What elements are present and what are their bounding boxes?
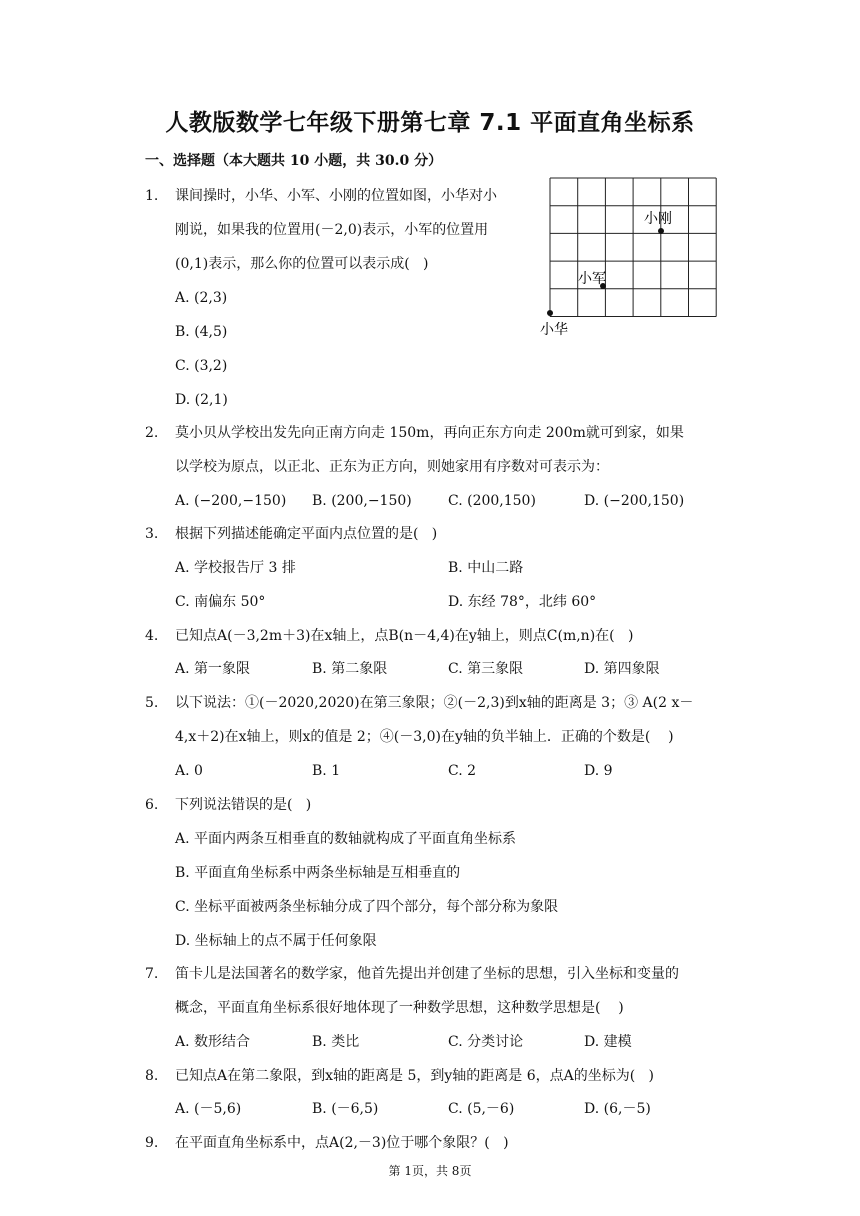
question-number: 4. [145, 628, 159, 644]
option-d: D. (2,1) [175, 392, 228, 408]
question-text: 莫小贝从学校出发先向正南方向走 150m，再向正东方向走 200m就可到家，如果 [175, 425, 684, 441]
option-d: D. (−200,150) [584, 493, 685, 509]
question-text: 以学校为原点，以正北、正东为正方向，则她家用有序数对可表示为： [175, 459, 609, 475]
document-title: 人教版数学七年级下册第七章 7.1 平面直角坐标系 [165, 110, 695, 136]
question-number: 9. [145, 1135, 159, 1151]
question-number: 2. [145, 425, 159, 441]
question-number: 1. [145, 188, 159, 204]
option-b: B. (4,5) [175, 324, 228, 340]
question-number: 3. [145, 526, 159, 542]
option-c: C. 第三象限 [448, 661, 524, 677]
question-text: 刚说，如果我的位置用(－2,0)表示，小军的位置用 [175, 222, 489, 238]
option-b: B. 平面直角坐标系中两条坐标轴是互相垂直的 [175, 865, 461, 881]
option-c: C. 2 [448, 763, 477, 779]
option-a: A. (2,3) [175, 290, 228, 306]
question-number: 7. [145, 966, 159, 982]
question-text: 4,x＋2)在x轴上，则x的值是 2；④(－3,0)在y轴的负半轴上．正确的个数是( ) [175, 729, 674, 745]
question-text: 已知点A在第二象限，到x轴的距离是 5，到y轴的距离是 6，点A的坐标为( ) [175, 1068, 655, 1084]
label-xiaojun: 小军 [578, 271, 606, 287]
option-c: C. 坐标平面被两条坐标轴分成了四个部分，每个部分称为象限 [175, 899, 559, 915]
point-xiaohua [547, 310, 553, 316]
section-heading: 一、选择题（本大题共 10 小题，共 30.0 分） [145, 153, 443, 169]
question-text: 在平面直角坐标系中，点A(2,－3)位于哪个象限？( ) [175, 1135, 509, 1151]
option-a: A. 第一象限 [175, 661, 251, 677]
question-number: 6. [145, 797, 159, 813]
option-c: C. (5,－6) [448, 1101, 515, 1117]
option-d: D. 坐标轴上的点不属于任何象限 [175, 933, 377, 949]
option-d: D. 建模 [584, 1034, 632, 1050]
option-a: A. (－5,6) [175, 1101, 242, 1117]
grid-lines [550, 178, 716, 317]
question-number: 8. [145, 1068, 159, 1084]
page-footer: 第 1页，共 8页 [388, 1164, 472, 1178]
option-c: C. (200,150) [448, 493, 536, 509]
option-b: B. 第二象限 [312, 661, 388, 677]
option-c: C. 南偏东 50° [175, 594, 266, 610]
question-text: 课间操时，小华、小军、小刚的位置如图，小华对小 [175, 188, 497, 204]
point-xiaogang [658, 228, 664, 234]
grid-svg [540, 170, 730, 340]
question-text: 已知点A(－3,2m＋3)在x轴上，点B(n－4,4)在y轴上，则点C(m,n)在( ) [175, 628, 634, 644]
option-b: B. 中山二路 [448, 560, 524, 576]
option-a: A. (−200,−150) [175, 493, 287, 509]
option-c: C. (3,2) [175, 358, 228, 374]
question-text: 概念，平面直角坐标系很好地体现了一种数学思想，这种数学思想是( ) [175, 1000, 624, 1016]
option-d: D. 9 [584, 763, 613, 779]
label-xiaohua: 小华 [540, 322, 568, 338]
question-text: 笛卡儿是法国著名的数学家，他首先提出并创建了坐标的思想，引入坐标和变量的 [175, 966, 679, 982]
option-d: D. (6,－5) [584, 1101, 651, 1117]
option-a: A. 学校报告厅 3 排 [175, 560, 296, 576]
option-b: B. (200,−150) [312, 493, 412, 509]
question-number: 5. [145, 695, 159, 711]
question-text: (0,1)表示，那么你的位置可以表示成( ) [175, 256, 429, 272]
option-c: C. 分类讨论 [448, 1034, 524, 1050]
question-text: 根据下列描述能确定平面内点位置的是( ) [175, 526, 438, 542]
option-a: A. 数形结合 [175, 1034, 251, 1050]
question-text: 以下说法：①(－2020,2020)在第三象限；②(－2,3)到x轴的距离是 3；③ A(2 x－ [175, 695, 694, 711]
label-xiaogang: 小刚 [644, 211, 672, 227]
option-b: B. 1 [312, 763, 341, 779]
option-d: D. 东经 78°，北纬 60° [448, 594, 597, 610]
option-a: A. 平面内两条互相垂直的数轴就构成了平面直角坐标系 [175, 831, 517, 847]
option-b: B. 类比 [312, 1034, 360, 1050]
option-d: D. 第四象限 [584, 661, 660, 677]
position-grid-figure [540, 170, 730, 340]
question-text: 下列说法错误的是( ) [175, 797, 312, 813]
option-a: A. 0 [175, 763, 203, 779]
option-b: B. (－6,5) [312, 1101, 379, 1117]
